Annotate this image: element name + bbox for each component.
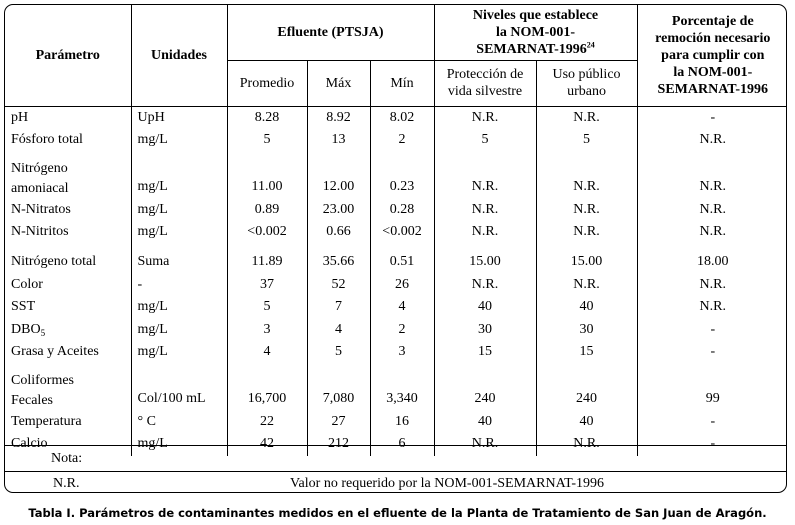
cell-porcentaje: - (710, 413, 716, 429)
cell-uso-publico: N.R. (536, 221, 637, 244)
header-efluente: Efluente (PTSJA) (227, 5, 434, 60)
cell-promedio: 4 (227, 341, 307, 364)
cell-parametro: $DBO_5$ (5, 319, 131, 342)
cell-porcentaje: N.R. (699, 179, 726, 194)
cell-porcentaje: N.R. (699, 201, 726, 217)
cell-min: 2 (370, 129, 434, 152)
cell-proteccion: N.R. (434, 106, 536, 129)
cell-uso-publico: 15 (536, 341, 637, 364)
cell-parametro: Calcio (5, 433, 131, 456)
cell-unidades: mg/L (131, 296, 227, 319)
cell-uso-publico: N.R. (536, 199, 637, 222)
cell-max: 212 (307, 433, 370, 456)
cell-parametro: N-Nitritos (5, 221, 131, 244)
cell-proteccion: N.R. (434, 221, 536, 244)
cell-uso-publico: N.R. (536, 433, 637, 456)
table-row (5, 411, 787, 434)
cell-proteccion: 40 (434, 411, 536, 434)
cell-max: 13 (307, 129, 370, 152)
cell-proteccion: N.R. (434, 274, 536, 297)
cell-uso-publico: 40 (536, 296, 637, 319)
cell-min: 3,340 (370, 364, 434, 411)
cell-unidades: mg/L (131, 341, 227, 364)
table-row (5, 319, 787, 342)
header-min: Mín (370, 60, 434, 106)
cell-uso-publico: 30 (536, 319, 637, 342)
cell-unidades: Col/100 mL (131, 364, 227, 411)
cell-porcentaje: - (710, 321, 716, 337)
cell-proteccion: 15 (434, 341, 536, 364)
cell-max: 35.66 (307, 244, 370, 274)
cell-promedio: 0.89 (227, 199, 307, 222)
cell-max: 7 (307, 296, 370, 319)
cell-proteccion: 30 (434, 319, 536, 342)
cell-proteccion: N.R. (434, 433, 536, 456)
cell-promedio: <0.002 (227, 221, 307, 244)
table-row (5, 244, 787, 274)
cell-unidades: mg/L (131, 129, 227, 152)
header-uso-publico: Uso público urbano (536, 60, 637, 106)
cell-porcentaje: N.R. (699, 276, 726, 292)
cell-uso-publico: 40 (536, 411, 637, 434)
header-max: Máx (307, 60, 370, 106)
cell-parametro: Temperatura (5, 411, 131, 434)
cell-max: 7,080 (307, 364, 370, 411)
cell-max: 8.92 (307, 106, 370, 129)
data-table (5, 5, 787, 456)
cell-porcentaje: - (710, 436, 716, 451)
cell-uso-publico: 5 (536, 129, 637, 152)
cell-parametro: Grasa y Aceites (5, 341, 131, 364)
cell-min: <0.002 (370, 221, 434, 244)
header-proteccion: Protección de vida silvestre (434, 60, 536, 106)
table-row (5, 129, 787, 152)
table-row (5, 106, 787, 129)
table-row (5, 296, 787, 319)
table-row (5, 221, 787, 244)
header-parametro: Parámetro (5, 5, 131, 106)
cell-uso-publico: N.R. (536, 274, 637, 297)
table-frame (4, 4, 787, 493)
nr-text: Valor no requerido por la NOM-001-SEMARNAT-1996 (290, 476, 605, 491)
cell-parametro: Coliformes Fecales (5, 364, 131, 411)
cell-porcentaje: N.R. (699, 224, 726, 239)
header-niveles: Niveles que establece la NOM-001- SEMARNAT-1996$^{24}$ (434, 5, 637, 60)
cell-promedio: 22 (227, 411, 307, 434)
cell-promedio: 42 (227, 433, 307, 456)
table-caption: Tabla I. Parámetros de contaminantes medidos en el efluente de la Planta de Tratamiento de San Juan de Aragón. (28, 506, 767, 520)
cell-max: 4 (307, 319, 370, 342)
cell-proteccion: 5 (434, 129, 536, 152)
cell-unidades: UpH (131, 106, 227, 129)
header-porcentaje: Porcentaje de remoción necesario para cumplir con la NOM-001- SEMARNAT-1996 (637, 5, 787, 106)
table-row (5, 274, 787, 297)
cell-max: 5 (307, 341, 370, 364)
cell-min: 4 (370, 296, 434, 319)
cell-min: 0.28 (370, 199, 434, 222)
cell-proteccion: N.R. (434, 152, 536, 199)
divider (5, 445, 786, 446)
cell-parametro: SST (5, 296, 131, 319)
cell-max: 23.00 (307, 199, 370, 222)
cell-min: 0.51 (370, 244, 434, 274)
table-row (5, 199, 787, 222)
cell-proteccion: 240 (434, 364, 536, 411)
cell-unidades: mg/L (131, 319, 227, 342)
cell-max: 52 (307, 274, 370, 297)
cell-max: 12.00 (307, 152, 370, 199)
cell-min: 8.02 (370, 106, 434, 129)
cell-parametro: pH (5, 106, 131, 129)
cell-uso-publico: N.R. (536, 106, 637, 129)
cell-unidades: mg/L (131, 433, 227, 456)
cell-porcentaje: N.R. (699, 299, 726, 314)
cell-proteccion: N.R. (434, 199, 536, 222)
table-row (5, 364, 787, 411)
cell-min: 0.23 (370, 152, 434, 199)
header-promedio: Promedio (227, 60, 307, 106)
cell-parametro: N-Nitratos (5, 199, 131, 222)
table-row (5, 152, 787, 199)
cell-promedio: 5 (227, 129, 307, 152)
cell-min: 2 (370, 319, 434, 342)
cell-porcentaje: 99 (705, 391, 720, 406)
cell-uso-publico: N.R. (536, 152, 637, 199)
cell-min: 16 (370, 411, 434, 434)
cell-porcentaje: - (710, 109, 716, 125)
cell-porcentaje: N.R. (699, 132, 726, 147)
divider (5, 471, 786, 472)
cell-unidades: mg/L (131, 199, 227, 222)
cell-promedio: 8.28 (227, 106, 307, 129)
cell-proteccion: 40 (434, 296, 536, 319)
cell-promedio: 5 (227, 296, 307, 319)
cell-porcentaje: - (710, 344, 716, 359)
cell-parametro: Color (5, 274, 131, 297)
cell-min: 26 (370, 274, 434, 297)
cell-promedio: 37 (227, 274, 307, 297)
cell-max: 27 (307, 411, 370, 434)
nota-label: Nota: (51, 451, 83, 466)
nr-label: N.R. (53, 476, 80, 491)
table-body (5, 106, 787, 456)
table-row (5, 341, 787, 364)
cell-promedio: 3 (227, 319, 307, 342)
cell-promedio: 11.89 (227, 244, 307, 274)
header-unidades: Unidades (131, 5, 227, 106)
cell-parametro: Nitrógeno amoniacal (5, 152, 131, 199)
cell-unidades: Suma (131, 244, 227, 274)
cell-unidades: ° C (131, 411, 227, 434)
cell-max: 0.66 (307, 221, 370, 244)
cell-porcentaje: 18.00 (697, 254, 729, 269)
cell-promedio: 16,700 (227, 364, 307, 411)
cell-unidades: mg/L (131, 152, 227, 199)
cell-uso-publico: 15.00 (536, 244, 637, 274)
cell-unidades: - (131, 274, 227, 297)
cell-parametro: Fósforo total (5, 129, 131, 152)
cell-min: 6 (370, 433, 434, 456)
cell-proteccion: 15.00 (434, 244, 536, 274)
cell-parametro: Nitrógeno total (5, 244, 131, 274)
cell-unidades: mg/L (131, 221, 227, 244)
cell-min: 3 (370, 341, 434, 364)
cell-uso-publico: 240 (536, 364, 637, 411)
cell-promedio: 11.00 (227, 152, 307, 199)
